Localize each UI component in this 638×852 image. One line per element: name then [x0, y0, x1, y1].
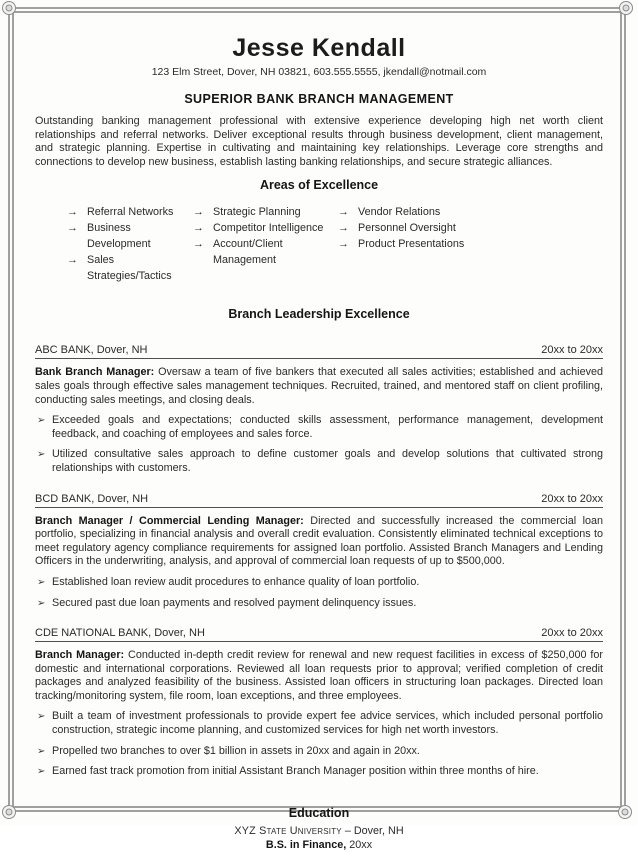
job-description: Oversaw a team of five bankers that executed all sales activities; established and achieved sales goals through effective sales management techniques. Recruited, trained, and mentored staff on client profiling, conducting sales meetings, and closing deals. — [35, 366, 603, 406]
school-location: – Dover, NH — [344, 824, 404, 837]
bullet-arrow-icon: ➢ — [37, 415, 46, 427]
corner-ornament-icon — [618, 805, 632, 819]
company-name: CDE NATIONAL BANK, Dover, NH — [35, 627, 205, 640]
job-summary — [35, 366, 603, 407]
bullet-text: Secured past due loan payments and resolved payment delinquency issues. — [52, 596, 417, 609]
candidate-name: Jesse Kendall — [232, 34, 406, 62]
areas-column-2 — [193, 204, 338, 284]
bullet-text: Propelled two branches to over $1 billion in assets in 20xx and again in 20xx. — [52, 744, 420, 757]
area-item — [338, 236, 464, 252]
area-label: Sales Strategies/Tactics — [87, 254, 172, 283]
contact-line: 123 Elm Street, Dover, NH 03821, 603.555.5555, jkendall@notmail.com — [151, 66, 487, 78]
arrow-right-icon: → — [338, 238, 349, 251]
arrow-right-icon: → — [193, 238, 204, 251]
company-name: BCD BANK, Dover, NH — [35, 492, 149, 505]
corner-ornament-icon — [2, 805, 16, 819]
area-item — [193, 236, 338, 268]
area-item — [338, 204, 464, 220]
education-school-line — [35, 825, 603, 838]
job-summary — [35, 515, 603, 569]
bullet-arrow-icon: ➢ — [37, 711, 46, 723]
job-entry-bcd-bank — [35, 493, 603, 611]
experience-section-title: Branch Leadership Excellence — [228, 307, 410, 322]
job-role: Branch Manager / Commercial Lending Manager: — [35, 514, 304, 527]
corner-ornament-icon — [619, 1, 633, 15]
bullet-item — [35, 710, 603, 737]
bullet-item — [35, 745, 603, 759]
job-dates: 20xx to 20xx — [541, 492, 603, 505]
bullet-text: Earned fast track promotion from initial Assistant Branch Manager position within three months of hire. — [52, 765, 539, 778]
area-item — [338, 220, 464, 236]
bullet-text: Built a team of investment professionals to provide expert fee advice services, which included personal portfolio construction, strategic income planning, and customized services for high net worth investors. — [52, 710, 603, 737]
area-item — [193, 220, 338, 236]
headline-title: SUPERIOR BANK BRANCH MANAGEMENT — [184, 92, 454, 106]
degree-year: 20xx — [349, 838, 373, 851]
job-description: Directed and successfully increased the commercial loan portfolio, specializing in financial analysis and overall credit evaluation. Consistently eliminated technical exceptions to meet regulatory agency compliance requirements for assigned loan portfolio. Assisted Branch Managers and Lending Officers in the underwriting, analysis, and approval of commercial loan requests of up to $500,000. — [35, 514, 603, 568]
job-role: Branch Manager: — [35, 649, 125, 662]
job-dates: 20xx to 20xx — [541, 344, 603, 357]
area-label: Product Presentations — [358, 238, 465, 251]
areas-of-excellence-list — [67, 204, 603, 284]
area-label: Business Development — [87, 222, 151, 251]
degree-name: B.S. in Finance, — [265, 838, 347, 851]
area-item — [67, 220, 193, 252]
job-header — [35, 344, 603, 359]
job-dates: 20xx to 20xx — [541, 627, 603, 640]
arrow-right-icon: → — [338, 222, 349, 235]
job-entry-cde-national-bank — [35, 627, 603, 779]
job-header — [35, 627, 603, 642]
bullet-arrow-icon: ➢ — [37, 766, 46, 778]
bullet-item — [35, 765, 603, 779]
arrow-right-icon: → — [193, 222, 204, 235]
company-name: ABC BANK, Dover, NH — [35, 344, 148, 357]
areas-column-3 — [338, 204, 464, 284]
school-name: XYZ State University — [234, 824, 342, 837]
bullet-text: Utilized consultative sales approach to define customer goals and develop solutions that cultivated strong relationships with customers. — [52, 448, 603, 474]
summary-paragraph: Outstanding banking management professional with extensive experience developing high net worth client relationships and referral networks. Deliver exceptional results through business development, client management, and strategic planning. Expertise in cultivating and maintaining key relationships. Leverage core strengths and connections to develop new business, establish lasting banking relationships, and secure strategic alliances. — [35, 115, 603, 168]
area-item — [193, 204, 338, 220]
corner-ornament-icon — [2, 1, 16, 15]
area-label: Account/Client Management — [213, 238, 283, 267]
job-header — [35, 493, 603, 508]
job-description: Conducted in-depth credit review for renewal and new request facilities in excess of $250,000 for domestic and international corporations. Reviewed all loan requests prior to approval; verified completion of credit packages and analyzed feasibility of the business. Assisted loan officers in structuring loan packages. Directed loan tracking/monitoring system, file room, loan exceptions, and three employees. — [35, 649, 603, 702]
education-degree-line — [35, 839, 603, 852]
bullet-arrow-icon: ➢ — [37, 449, 46, 461]
bullet-arrow-icon: ➢ — [37, 745, 46, 757]
area-label: Vendor Relations — [358, 206, 441, 219]
job-entry-abc-bank — [35, 344, 603, 475]
areas-title: Areas of Excellence — [259, 178, 379, 193]
education-section-title: Education — [288, 805, 350, 820]
bullet-item — [35, 448, 603, 475]
bullet-arrow-icon: ➢ — [37, 576, 46, 588]
bullet-item — [35, 414, 603, 441]
bullet-item — [35, 576, 603, 590]
arrow-right-icon: → — [67, 222, 78, 235]
area-label: Referral Networks — [87, 206, 174, 219]
area-label: Competitor Intelligence — [213, 222, 324, 235]
bullet-arrow-icon: ➢ — [37, 597, 46, 609]
arrow-right-icon: → — [338, 206, 349, 219]
bullet-text: Exceeded goals and expectations; conducted skills assessment, performance management, development feedback, and coaching of employees and sales force. — [52, 414, 603, 440]
resume-content — [35, 34, 603, 852]
arrow-right-icon: → — [67, 206, 78, 219]
area-item — [67, 252, 193, 284]
job-summary — [35, 649, 603, 703]
area-label: Personnel Oversight — [358, 222, 456, 235]
areas-column-1 — [67, 204, 193, 284]
bullet-item — [35, 597, 603, 611]
area-label: Strategic Planning — [213, 206, 301, 219]
arrow-right-icon: → — [67, 254, 78, 267]
bullet-text: Established loan review audit procedures to enhance quality of loan portfolio. — [52, 575, 420, 588]
area-item — [67, 204, 193, 220]
arrow-right-icon: → — [193, 206, 204, 219]
job-role: Bank Branch Manager: — [35, 366, 155, 379]
